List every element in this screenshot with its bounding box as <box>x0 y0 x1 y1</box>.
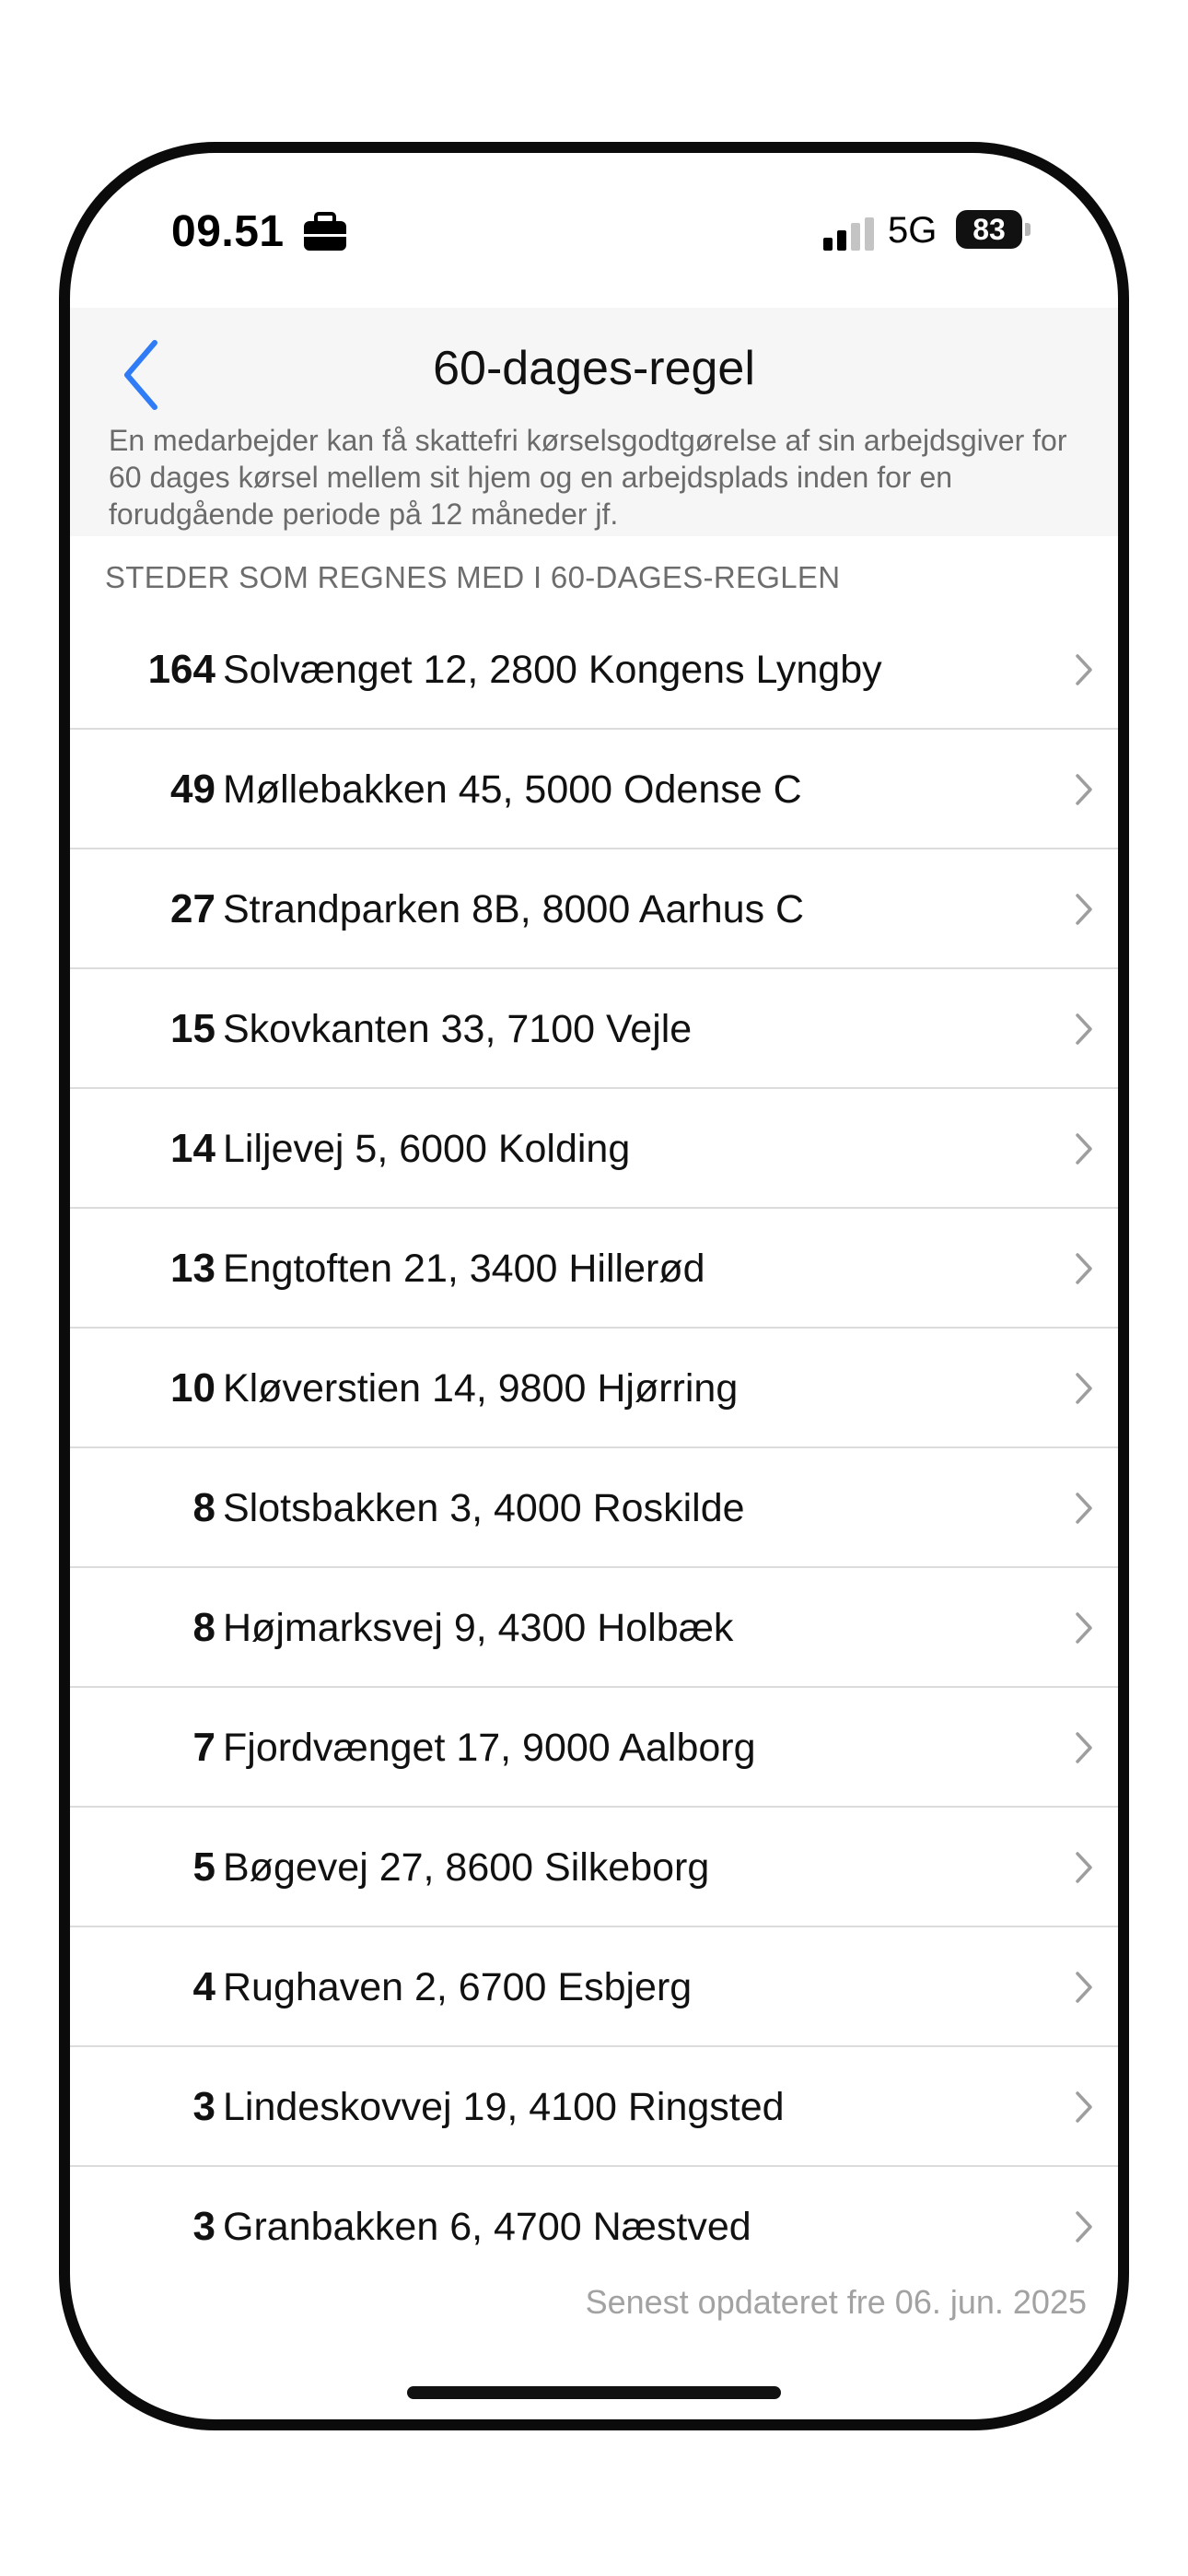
location-count: 49 <box>170 767 215 812</box>
chevron-right-icon <box>1074 1252 1094 1285</box>
battery-level: 83 <box>956 210 1022 249</box>
location-count: 8 <box>192 1485 215 1530</box>
status-time: 09.51 <box>171 207 285 256</box>
chevron-right-icon <box>1074 1731 1094 1764</box>
battery-cap <box>1025 223 1031 236</box>
chevron-right-icon <box>1074 1372 1094 1405</box>
location-count: 8 <box>192 1605 215 1650</box>
chevron-right-icon <box>1074 893 1094 926</box>
location-count: 15 <box>170 1006 215 1051</box>
list-item[interactable] <box>70 2167 1118 2287</box>
list-item[interactable] <box>70 730 1118 849</box>
location-address: Granbakken 6, 4700 Næstved <box>223 2205 751 2249</box>
chevron-right-icon <box>1074 2090 1094 2124</box>
location-address: Kløverstien 14, 9800 Hjørring <box>223 1366 739 1411</box>
list-item[interactable] <box>70 1448 1118 1568</box>
location-address: Slotsbakken 3, 4000 Roskilde <box>223 1486 745 1530</box>
chevron-right-icon <box>1074 1132 1094 1165</box>
phone-frame <box>59 142 1129 2430</box>
location-count: 14 <box>170 1126 215 1171</box>
intro-text: En medarbejder kan få skattefri kørselsgodtgørelse af sin arbejdsgiver for 60 dages kørsel mellem sit hjem og en arbejdsplads inden for en forudgående periode på 12 måneder jf. <box>109 424 1067 531</box>
home-indicator[interactable] <box>407 2386 781 2399</box>
location-count: 164 <box>147 647 215 692</box>
location-address: Engtoften 21, 3400 Hillerød <box>223 1247 705 1291</box>
chevron-right-icon <box>1074 653 1094 686</box>
list-item[interactable] <box>70 610 1118 730</box>
status-bar <box>70 153 1118 308</box>
list-item[interactable] <box>70 1209 1118 1329</box>
location-address: Liljevej 5, 6000 Kolding <box>223 1127 631 1171</box>
list-item[interactable] <box>70 1688 1118 1808</box>
chevron-right-icon <box>1074 773 1094 806</box>
last-updated-text: Senest opdateret fre 06. jun. 2025 <box>585 2283 1087 2321</box>
signal-icon <box>821 217 875 251</box>
list-item[interactable] <box>70 1568 1118 1688</box>
location-address: Møllebakken 45, 5000 Odense C <box>223 767 802 812</box>
location-count: 3 <box>192 2084 215 2129</box>
section-header: STEDER SOM REGNES MED I 60-DAGES-REGLEN <box>105 560 841 594</box>
location-address: Rughaven 2, 6700 Esbjerg <box>223 1965 693 2009</box>
location-address: Bøgevej 27, 8600 Silkeborg <box>223 1845 710 1890</box>
location-count: 13 <box>170 1246 215 1291</box>
location-address: Højmarksvej 9, 4300 Holbæk <box>223 1606 734 1650</box>
list-item[interactable] <box>70 2047 1118 2167</box>
location-count: 7 <box>192 1725 215 1770</box>
chevron-right-icon <box>1074 2210 1094 2243</box>
briefcase-icon <box>302 212 348 252</box>
chevron-right-icon <box>1074 1013 1094 1046</box>
navigation-header <box>70 308 1118 536</box>
location-address: Lindeskovvej 19, 4100 Ringsted <box>223 2085 785 2129</box>
list-item[interactable] <box>70 1329 1118 1448</box>
location-list <box>70 610 1118 2287</box>
location-count: 4 <box>192 1964 215 2009</box>
chevron-right-icon <box>1074 1971 1094 2004</box>
network-type: 5G <box>888 210 938 251</box>
location-count: 5 <box>192 1844 215 1890</box>
list-item[interactable] <box>70 1927 1118 2047</box>
list-item[interactable] <box>70 1808 1118 1927</box>
page-title: 60-dages-regel <box>433 342 755 395</box>
location-address: Strandparken 8B, 8000 Aarhus C <box>223 887 805 931</box>
location-address: Solvænget 12, 2800 Kongens Lyngby <box>223 648 882 692</box>
list-item[interactable] <box>70 969 1118 1089</box>
list-item[interactable] <box>70 849 1118 969</box>
location-address: Skovkanten 33, 7100 Vejle <box>223 1007 693 1051</box>
location-address: Fjordvænget 17, 9000 Aalborg <box>223 1726 756 1770</box>
list-item[interactable] <box>70 1089 1118 1209</box>
chevron-right-icon <box>1074 1492 1094 1525</box>
location-count: 3 <box>192 2204 215 2249</box>
chevron-right-icon <box>1074 1611 1094 1645</box>
location-count: 27 <box>170 886 215 931</box>
location-count: 10 <box>170 1365 215 1411</box>
chevron-right-icon <box>1074 1851 1094 1884</box>
battery-icon <box>956 210 1031 249</box>
